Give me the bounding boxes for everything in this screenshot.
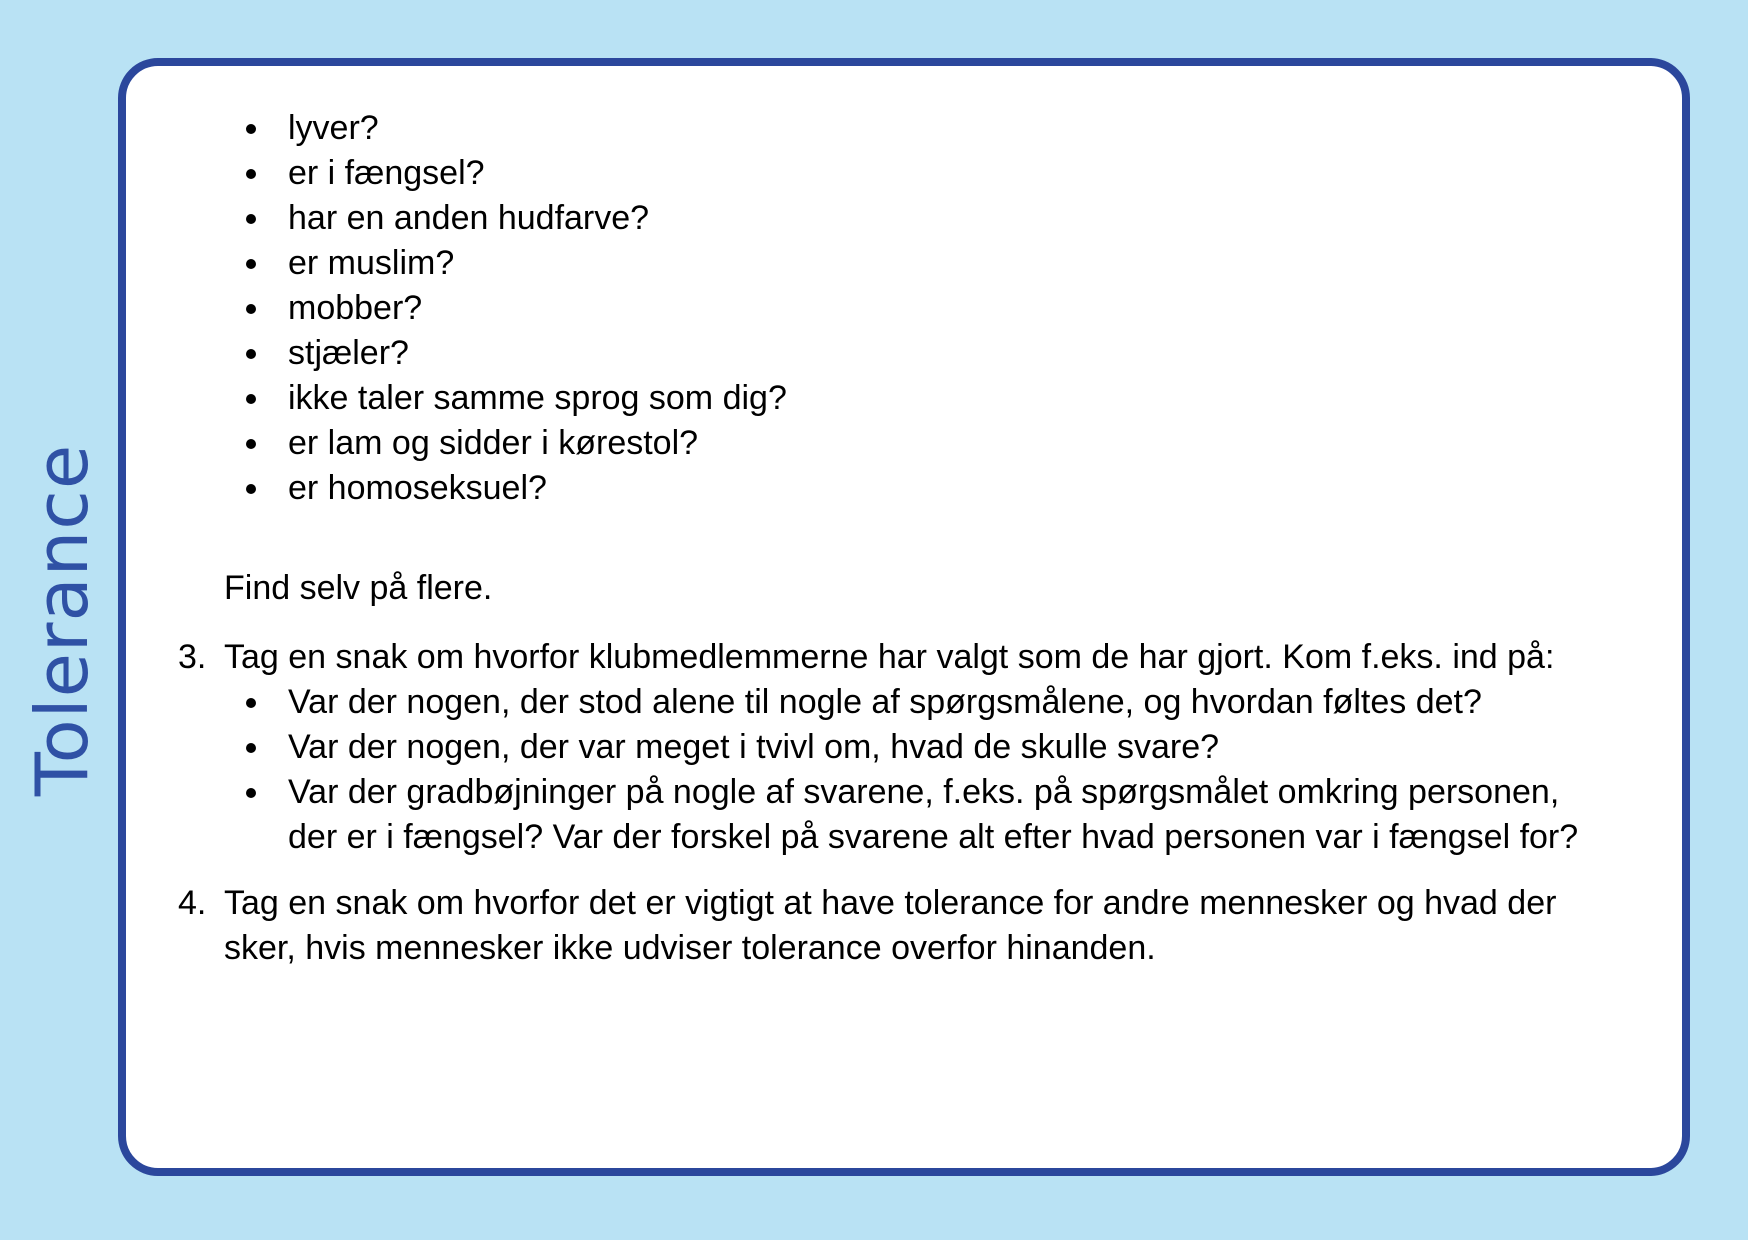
list-item: ikke taler samme sprog som dig? bbox=[126, 376, 787, 421]
bullet-icon bbox=[246, 743, 256, 753]
find-more-text: Find selv på flere. bbox=[224, 569, 493, 607]
item-text: Tag en snak om hvorfor det er vigtigt at have tolerance for andre mennesker og hvad der sker, hvis mennesker ikke udviser tolerance overfor hinanden. bbox=[224, 884, 1557, 967]
bullet-icon bbox=[246, 304, 256, 314]
list-item: Var der nogen, der var meget i tvivl om, hvad de skulle svare? bbox=[126, 725, 1586, 770]
numbered-item-4 bbox=[126, 881, 1586, 971]
list-item: stjæler? bbox=[126, 331, 787, 376]
item-number: 3. bbox=[178, 638, 207, 676]
list-item: har en anden hudfarve? bbox=[126, 196, 787, 241]
bullet-icon bbox=[246, 259, 256, 269]
side-title: Tolerance bbox=[20, 443, 104, 797]
bullet-icon bbox=[246, 169, 256, 179]
list-item: mobber? bbox=[126, 286, 787, 331]
list-item: Var der gradbøjninger på nogle af svarene, f.eks. på spørgsmålet omkring personen, der er i fængsel? Var der forskel på svarene alt efter hvad personen var i fængsel for? bbox=[126, 770, 1588, 860]
numbered-item-3 bbox=[126, 635, 1586, 860]
list-item: er homoseksuel? bbox=[126, 466, 787, 511]
bullet-icon bbox=[246, 124, 256, 134]
bullet-icon bbox=[246, 214, 256, 224]
bullet-icon bbox=[246, 349, 256, 359]
list-item: Var der nogen, der stod alene til nogle af spørgsmålene, og hvordan føltes det? bbox=[126, 680, 1586, 725]
bullet-icon bbox=[246, 394, 256, 404]
bullet-icon bbox=[246, 788, 256, 798]
bullet-icon bbox=[246, 439, 256, 449]
item-number: 4. bbox=[178, 884, 207, 922]
list-item: er lam og sidder i kørestol? bbox=[126, 421, 787, 466]
content-card bbox=[118, 58, 1690, 1176]
item-text: Tag en snak om hvorfor klubmedlemmerne har valgt som de har gjort. Kom f.eks. ind på: bbox=[224, 638, 1555, 676]
top-bullet-list bbox=[126, 106, 787, 511]
sub-bullet-list bbox=[126, 680, 1586, 860]
bullet-icon bbox=[246, 484, 256, 494]
list-item: er i fængsel? bbox=[126, 151, 787, 196]
bullet-icon bbox=[246, 698, 256, 708]
list-item: lyver? bbox=[126, 106, 787, 151]
list-item: er muslim? bbox=[126, 241, 787, 286]
card-content bbox=[126, 66, 1682, 1168]
